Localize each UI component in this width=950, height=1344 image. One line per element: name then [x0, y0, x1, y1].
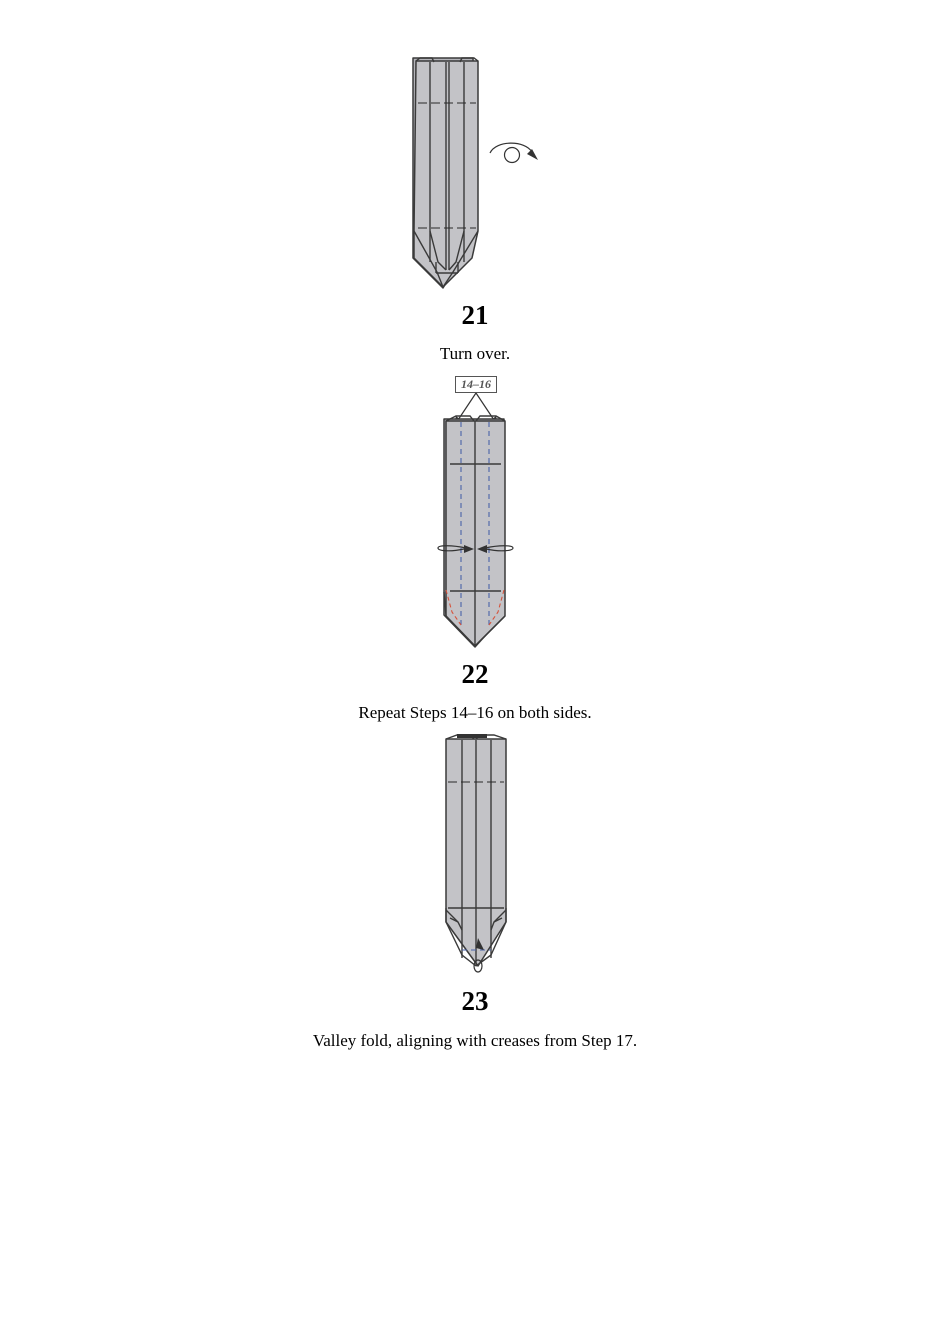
step-21-caption: Turn over.	[439, 344, 511, 363]
step-ref-box	[455, 376, 497, 393]
step-21-diagram	[400, 50, 550, 295]
step-23-diagram	[435, 730, 515, 980]
step-22-diagram	[430, 392, 525, 652]
turn-over-arrow-icon	[490, 143, 538, 162]
step-21-number: 21	[461, 300, 489, 330]
step-23-caption: Valley fold, aligning with creases from Step 17.	[312, 1031, 638, 1050]
step-23-number: 23	[461, 986, 489, 1016]
step-ref-label: 14–16	[461, 377, 491, 391]
step-22-caption: Repeat Steps 14–16 on both sides.	[358, 703, 592, 722]
step-22-number: 22	[461, 659, 489, 689]
